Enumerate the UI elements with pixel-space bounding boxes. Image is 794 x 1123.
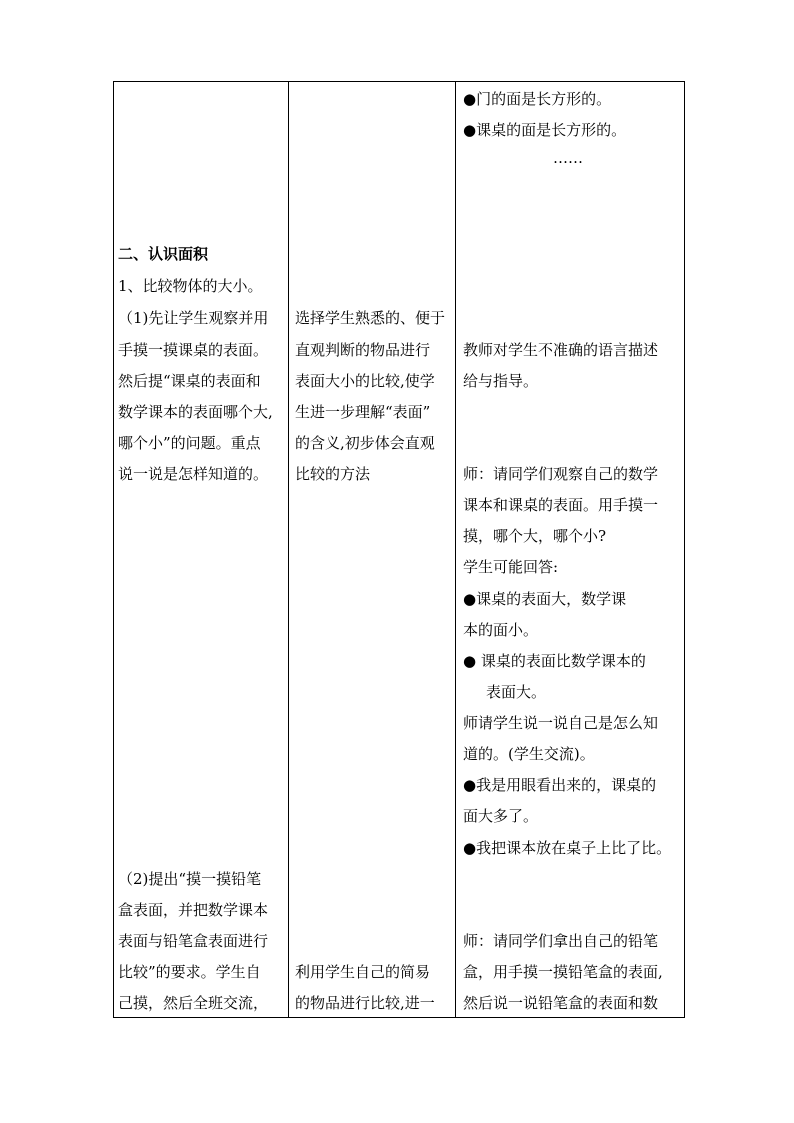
item-title: 1、比较物体的大小。 xyxy=(118,277,263,295)
text-line: 利用学生自己的简易 xyxy=(295,963,431,981)
text-line: 给与指导。 xyxy=(463,372,539,390)
text-line: 手摸一摸课桌的表面。 xyxy=(118,341,269,359)
text-line: 表面大小的比较,使学 xyxy=(295,372,435,390)
text-line: 面大多了。 xyxy=(463,807,539,825)
text-line: 课本和课桌的表面。用手摸一 xyxy=(463,496,659,514)
text-line: 师：请同学们拿出自己的铅笔 xyxy=(463,932,659,950)
text-line: 选择学生熟悉的、便于 xyxy=(295,309,446,327)
column-divider-1 xyxy=(288,82,289,1017)
text-line: ●我是用眼看出来的，课桌的 xyxy=(463,776,657,794)
column-divider-2 xyxy=(455,82,456,1017)
text-line: 本的面小。 xyxy=(463,621,539,639)
text-line: 然后提“课桌的表面和 xyxy=(118,372,261,390)
text-line: 表面大。 xyxy=(486,683,547,701)
text-line: ● 课桌的表面比数学课本的 xyxy=(463,652,646,670)
col3-line: ●门的面是长方形的。 xyxy=(463,90,612,108)
text-line: 然后说一说铅笔盒的表面和数 xyxy=(463,994,659,1012)
text-line: 道的。(学生交流)。 xyxy=(463,745,595,763)
col3-line: ●课桌的面是长方形的。 xyxy=(463,121,627,139)
text-line: 的含义,初步体会直观 xyxy=(295,434,435,452)
text-line: 的物品进行比较,进一 xyxy=(295,994,435,1012)
text-line: 盒，用手摸一摸铅笔盒的表面, xyxy=(463,963,663,981)
text-line: 师：请同学们观察自己的数学 xyxy=(463,465,659,483)
text-line: 学生可能回答: xyxy=(463,558,559,576)
text-line: 表面与铅笔盒表面进行 xyxy=(118,932,269,950)
text-line: ●我把课本放在桌子上比了比。 xyxy=(463,839,672,857)
text-line: 盒表面，并把数学课本 xyxy=(118,901,269,919)
text-line: 说一说是怎样知道的。 xyxy=(118,465,269,483)
text-line: 教师对学生不准确的语言描述 xyxy=(463,341,659,359)
text-line: （1)先让学生观察并用 xyxy=(118,309,269,327)
text-line: 师请学生说一说自己是怎么知 xyxy=(463,714,659,732)
text-line: ●课桌的表面大，数学课 xyxy=(463,590,627,608)
text-line: 比较的方法 xyxy=(295,465,371,483)
text-line: 比较”的要求。学生自 xyxy=(118,963,261,981)
text-line: 哪个小”的问题。重点 xyxy=(118,434,261,452)
text-line: 数学课本的表面哪个大, xyxy=(118,403,273,421)
text-line: 直观判断的物品进行 xyxy=(295,341,431,359)
text-line: 摸，哪个大，哪个小? xyxy=(463,527,607,545)
ellipsis: …… xyxy=(553,149,583,167)
section-heading: 二、认识面积 xyxy=(118,245,209,263)
text-line: 己摸，然后全班交流， xyxy=(118,994,269,1012)
text-line: （2)提出“摸一摸铅笔 xyxy=(118,870,262,888)
text-line: 生进一步理解“表面” xyxy=(295,403,431,421)
